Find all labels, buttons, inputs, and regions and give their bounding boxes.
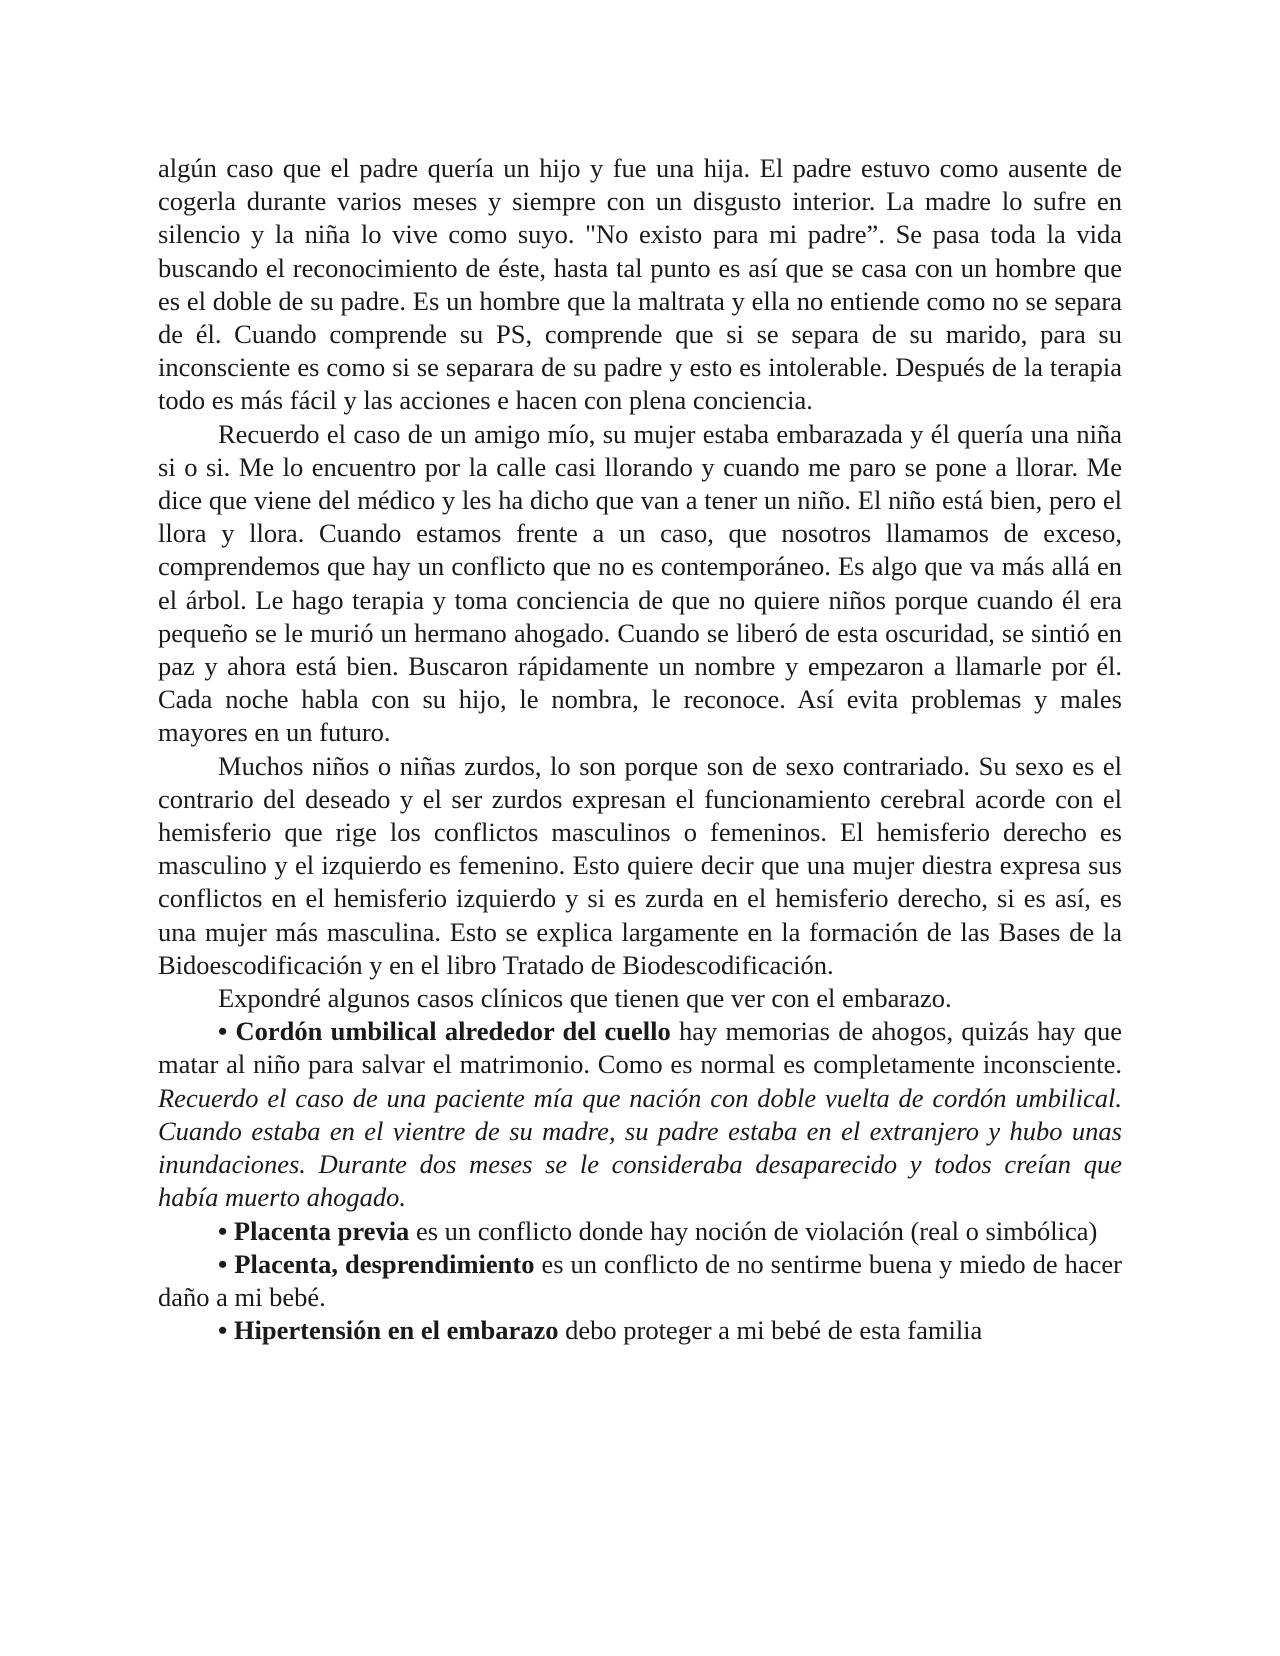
paragraph-2: Recuerdo el caso de un amigo mío, su mujer estaba embarazada y él quería una niña si o si. Me lo encuentro por la calle casi llorando y cuando me paro se pone a llorar. Me dice que viene del médico y les ha dicho que van a tener un niño. El niño está bien, pero el llora y llora. Cuando estamos frente a un caso, que nosotros llamamos de exceso, comprendemos que hay un conflicto que no es contemporáneo. Es algo que va más allá en el árbol. Le hago terapia y toma conciencia de que no quiere niños porque cuando él era pequeño se le murió un hermano ahogado. Cuando se liberó de esta oscuridad, se sintió en paz y ahora está bien. Buscaron rápidamente un nombre y empezaron a llamarle por él. Cada noche habla con su hijo, le nombra, le reconoce. Así evita problemas y males mayores en un futuro. <box>158 418 1122 748</box>
bullet-lead: • Cordón umbilical alrededor del cuello <box>218 1016 671 1047</box>
paragraph-3: Muchos niños o niñas zurdos, lo son porque son de sexo contrariado. Su sexo es el contrario del deseado y el ser zurdos expresan el funcionamiento cerebral acorde con el hemisferio que rige los conflictos masculinos o femeninos. El hemisferio derecho es masculino y el izquierdo es femenino. Esto quiere decir que una mujer diestra expresa sus conflictos en el hemisferio izquierdo y si es zurda en el hemisferio derecho, si es así, es una mujer más masculina. Esto se explica largamente en la formación de las Bases de la Bidoescodificación y en el libro Tratado de Biodescodificación. <box>158 750 1122 980</box>
bullet-item-hipertension <box>158 1314 1122 1347</box>
paragraph-4: Expondré algunos casos clínicos que tienen que ver con el embarazo. <box>218 983 952 1014</box>
bullet-italic: Recuerdo el caso de una paciente mía que nación con doble vuelta de cordón umbilical. Cuando estaba en el vientre de su madre, su padre estaba en el extranjero y hubo unas inundaciones. Durante dos meses se le consideraba desaparecido y todos creían que había muerto ahogado. <box>158 1082 1122 1213</box>
bullet-item-placenta-previa <box>158 1215 1122 1248</box>
bullet-item-placenta-desprendimiento <box>158 1248 1122 1314</box>
bullet-lead: • Placenta, desprendimiento <box>218 1248 535 1279</box>
bullet-body: es un conflicto donde hay noción de violación (real o simbólica) <box>409 1215 1098 1246</box>
paragraph-1: algún caso que el padre quería un hijo y fue una hija. El padre estuvo como ausente de cogerla durante varios meses y siempre con un disgusto interior. La madre lo sufre en silencio y la niña lo vive como suyo. "No existo para mi padre”. Se pasa toda la vida buscando el reconocimiento de éste, hasta tal punto es así que se casa con un hombre que es el doble de su padre. Es un hombre que la maltrata y ella no entiende como no se separa de él. Cuando comprende su PS, comprende que si se separa de su marido, para su inconsciente es como si se separara de su padre y esto es intolerable. Después de la terapia todo es más fácil y las acciones e hacen con plena conciencia. <box>158 153 1122 416</box>
bullet-body: es un conflicto de no sentirme buena y miedo de hacer daño a mi bebé. <box>158 1248 1122 1312</box>
bullet-lead: • Placenta previa <box>218 1215 410 1246</box>
bullet-body: hay memorias de ahogos, quizás hay que matar al niño para salvar el matrimonio. Como es normal es completamente inconsciente. <box>158 1016 1122 1080</box>
bullet-body: debo proteger a mi bebé de esta familia <box>558 1315 983 1346</box>
bullet-item-cordon <box>158 1015 1122 1214</box>
bullet-lead: • Hipertensión en el embarazo <box>218 1315 559 1346</box>
document-page <box>158 152 1122 1347</box>
